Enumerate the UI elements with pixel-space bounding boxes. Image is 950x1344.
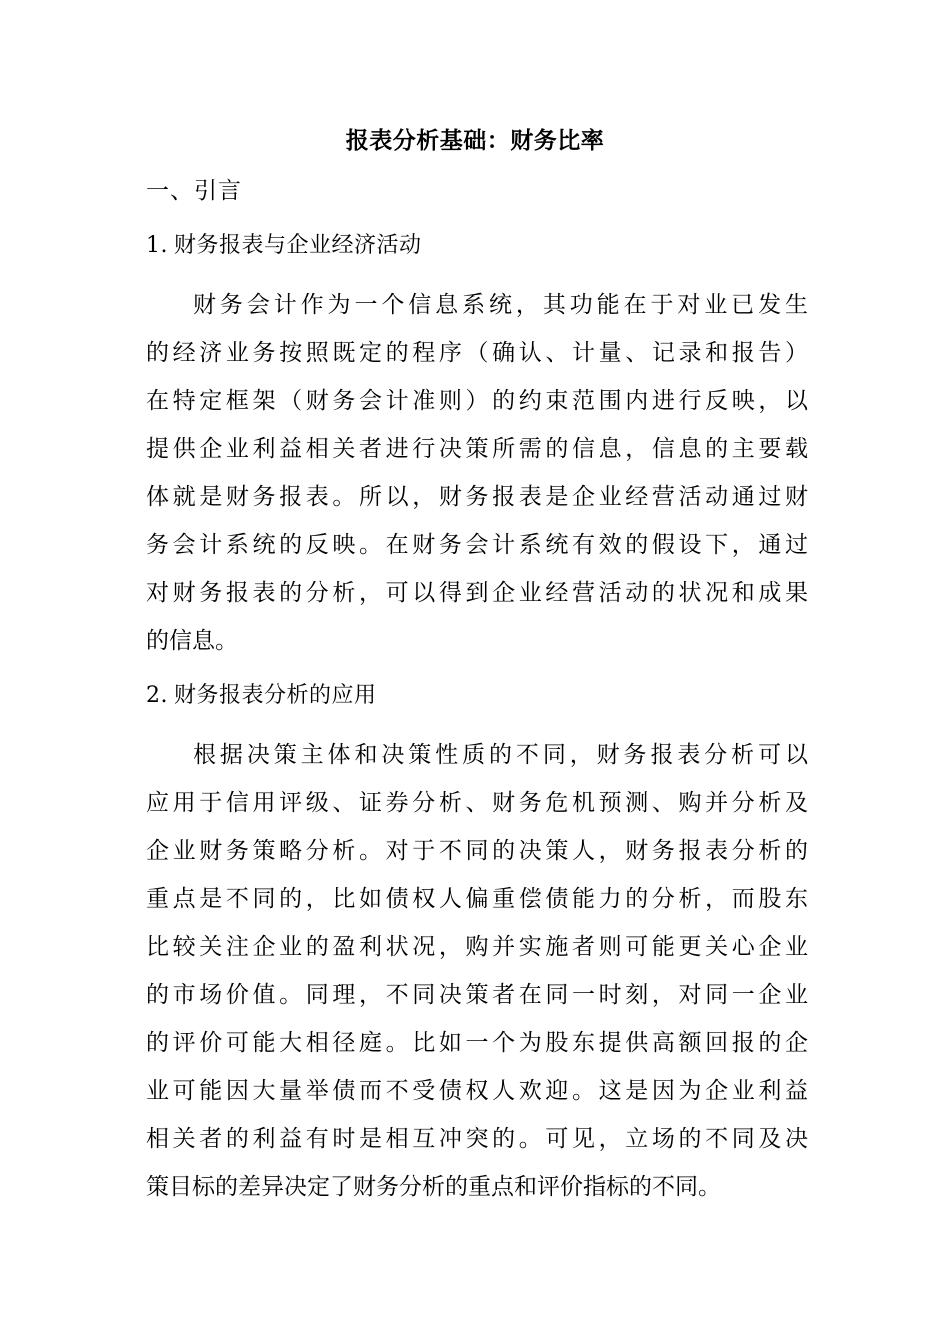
document-title: 报表分析基础：财务比率 bbox=[345, 128, 605, 154]
paragraph-line: 策目标的差异决定了财务分析的重点和评价指标的不同。 bbox=[146, 1174, 721, 1200]
section-heading-introduction: 一、引言 bbox=[146, 178, 242, 204]
paragraph-line: 业可能因大量举债而不受债权人欢迎。这是因为企业利益 bbox=[146, 1078, 808, 1104]
paragraph-line: 相关者的利益有时是相互冲突的。可见，立场的不同及决 bbox=[146, 1126, 808, 1152]
paragraph-line: 体就是财务报表。所以，财务报表是企业经营活动通过财 bbox=[146, 484, 808, 510]
subsection-number-2: 2. bbox=[146, 683, 168, 708]
subsection-title-2: 财务报表分析的应用 bbox=[174, 683, 377, 708]
paragraph-line: 的经济业务按照既定的程序（确认、计量、记录和报告） bbox=[146, 340, 808, 366]
paragraph-line: 企业财务策略分析。对于不同的决策人，财务报表分析的 bbox=[146, 838, 808, 864]
subsection-number-1: 1. bbox=[146, 233, 168, 258]
paragraph-line: 提供企业利益相关者进行决策所需的信息，信息的主要载 bbox=[146, 436, 808, 462]
paragraph-line: 对财务报表的分析，可以得到企业经营活动的状况和成果 bbox=[146, 580, 808, 606]
paragraph-line: 的评价可能大相径庭。比如一个为股东提供高额回报的企 bbox=[146, 1030, 808, 1056]
subsection-title-1: 财务报表与企业经济活动 bbox=[174, 233, 422, 258]
paragraph-line: 重点是不同的，比如债权人偏重偿债能力的分析，而股东 bbox=[146, 886, 808, 912]
paragraph-analysis-application bbox=[146, 731, 808, 1211]
paragraph-line: 务会计系统的反映。在财务会计系统有效的假设下，通过 bbox=[146, 532, 808, 558]
subsection-heading-2 bbox=[146, 679, 377, 713]
paragraph-line: 比较关注企业的盈利状况，购并实施者则可能更关心企业 bbox=[146, 934, 808, 960]
paragraph-line: 的信息。 bbox=[146, 628, 238, 654]
paragraph-line: 财务会计作为一个信息系统，其功能在于对业已发生 bbox=[193, 292, 808, 318]
paragraph-line: 的市场价值。同理，不同决策者在同一时刻，对同一企业 bbox=[146, 982, 808, 1008]
paragraph-line: 在特定框架（财务会计准则）的约束范围内进行反映，以 bbox=[146, 388, 808, 414]
subsection-heading-1 bbox=[146, 229, 422, 263]
paragraph-line: 根据决策主体和决策性质的不同，财务报表分析可以 bbox=[193, 742, 808, 768]
paragraph-line: 应用于信用评级、证券分析、财务危机预测、购并分析及 bbox=[146, 790, 808, 816]
paragraph-financial-statements bbox=[146, 281, 808, 665]
